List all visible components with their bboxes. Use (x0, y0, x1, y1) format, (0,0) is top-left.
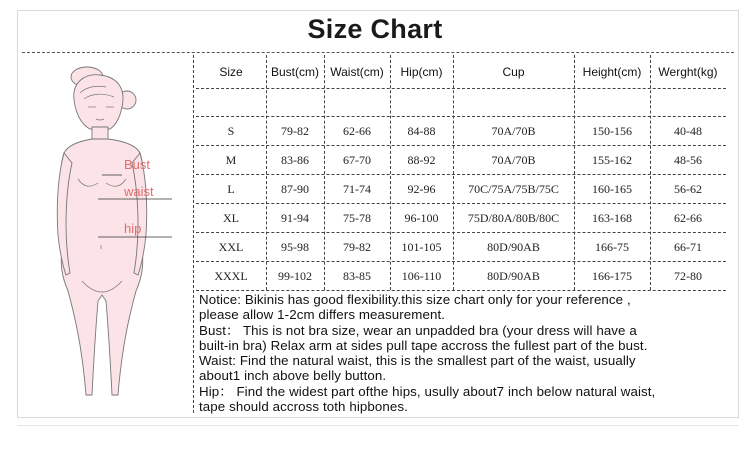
grid-line (196, 174, 726, 175)
cell-size: L (227, 182, 235, 196)
table-row (196, 117, 726, 146)
header-size: Size (219, 64, 243, 79)
body-outline-illustration (22, 55, 192, 413)
cell-waist: 83-85 (343, 269, 371, 283)
cell-waist: 67-70 (343, 153, 371, 167)
header-cup: Cup (502, 64, 525, 79)
table-row (196, 233, 726, 262)
grid-line (324, 55, 325, 290)
cell-hip: 88-92 (407, 153, 436, 167)
size-notes (199, 292, 734, 414)
grid-line (266, 55, 267, 290)
note-line: about1 inch above belly button. (199, 368, 387, 384)
cell-bust: 83-86 (281, 153, 309, 167)
cell-bust: 99-102 (278, 269, 312, 283)
header-waist: Waist(cm) (330, 64, 384, 79)
grid-line (650, 55, 651, 290)
header-weight: Werght(kg) (658, 64, 718, 79)
cell-size: XXXL (214, 269, 248, 283)
grid-line (196, 88, 726, 89)
cell-weight: 66-71 (674, 240, 702, 254)
cell-height: 163-168 (592, 211, 632, 225)
table-header-row (196, 55, 726, 88)
cell-weight: 40-48 (674, 124, 702, 138)
note-line: please allow 1-2cm differs measurement. (199, 307, 446, 323)
cell-bust: 95-98 (281, 240, 309, 254)
cell-hip: 92-96 (407, 182, 436, 196)
cell-size: M (225, 153, 237, 167)
cell-cup: 80D/90AB (487, 269, 540, 283)
note-line: Waist: Find the natural waist, this is the smallest part of the waist, usually (199, 353, 636, 369)
cell-cup: 75D/80A/80B/80C (467, 211, 560, 225)
cell-cup: 70C/75A/75B/75C (468, 182, 559, 196)
grid-line (574, 55, 575, 290)
grid-line (196, 232, 726, 233)
cell-bust: 87-90 (281, 182, 309, 196)
size-table (196, 55, 726, 291)
cell-hip: 101-105 (401, 240, 442, 254)
cell-size: XXL (218, 240, 244, 254)
table-row (196, 262, 726, 291)
cell-size: XL (223, 211, 239, 225)
cell-hip: 96-100 (404, 211, 439, 225)
table-row (196, 146, 726, 175)
note-line: Bust： This is not bra size, wear an unpadded bra (your dress will have a (199, 322, 637, 338)
header-height: Height(cm) (582, 64, 642, 79)
waist-label: waist (124, 184, 154, 199)
cell-size: S (227, 124, 235, 138)
figure-divider (193, 55, 194, 413)
grid-line (196, 116, 726, 117)
cell-weight: 72-80 (674, 269, 702, 283)
cell-bust: 79-82 (281, 124, 309, 138)
grid-line (196, 203, 726, 204)
cell-waist: 71-74 (343, 182, 371, 196)
note-line: tape should accross toth hipbones. (199, 399, 408, 415)
cell-height: 166-175 (592, 269, 632, 283)
cell-waist: 75-78 (343, 211, 371, 225)
cell-height: 155-162 (592, 153, 632, 167)
cell-waist: 79-82 (343, 240, 371, 254)
header-bust: Bust(cm) (271, 64, 319, 79)
body-figure (22, 55, 192, 413)
cell-hip: 84-88 (407, 124, 436, 138)
cell-cup: 70A/70B (491, 124, 536, 138)
header-hip: Hip(cm) (400, 64, 443, 79)
table-row (196, 175, 726, 204)
grid-line (196, 290, 726, 291)
grid-line (196, 261, 726, 262)
cell-weight: 62-66 (674, 211, 702, 225)
bottom-divider (17, 425, 739, 426)
bust-label: Bust (124, 157, 151, 172)
note-line: Notice: Bikinis has good flexibility.this size chart only for your reference , (199, 292, 631, 307)
cell-hip: 106-110 (401, 269, 442, 283)
grid-line (390, 55, 391, 290)
cell-waist: 62-66 (343, 124, 371, 138)
table-row (196, 204, 726, 233)
cell-cup: 80D/90AB (487, 240, 540, 254)
cell-height: 160-165 (592, 182, 632, 196)
grid-line (196, 145, 726, 146)
cell-weight: 48-56 (674, 153, 702, 167)
cell-bust: 91-94 (281, 211, 309, 225)
note-line: Hip： Find the widest part ofthe hips, usully about7 inch below natural waist, (199, 383, 656, 399)
grid-line (453, 55, 454, 290)
page-title: Size Chart (307, 14, 443, 44)
cell-cup: 70A/70B (491, 153, 536, 167)
cell-weight: 56-62 (674, 182, 702, 196)
hip-label: hip (124, 221, 142, 236)
cell-height: 166-75 (595, 240, 629, 254)
cell-height: 150-156 (592, 124, 632, 138)
note-line: built-in bra) Relax arm at sides pull tape accross the fullest part of the bust. (199, 337, 648, 353)
title-divider (22, 52, 734, 53)
